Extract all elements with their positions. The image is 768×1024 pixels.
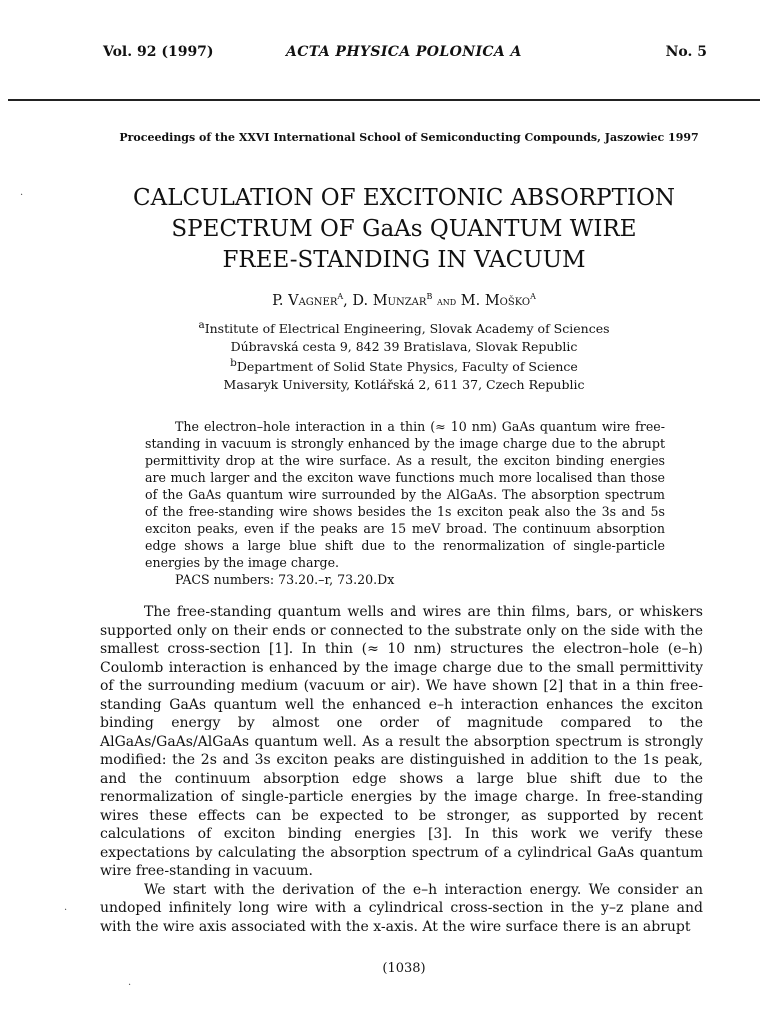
affiliation-text: Institute of Electrical Engineering, Slovak Academy of Sciences: [204, 321, 610, 337]
author-name: D. Munzar: [352, 292, 427, 309]
body-text: [100, 603, 703, 936]
affiliation-line: [0, 355, 768, 376]
body-paragraph: The free-standing quantum wells and wires are thin films, bars, or whiskers supported only on their ends or connected to the substrate only on the side with the smallest cross-section [1]. In thin (≈ 10 nm) structures the electron–hole (e–h) Coulomb interaction is enhanced by the image charge due to the small permittivity of the surrounding medium (vacuum or air). We have shown [2] that in a thin free-standing GaAs quantum well the enhanced e–h interaction enhances the exciton binding energy by almost one order of magnitude compared to the AlGaAs/GaAs/AlGaAs quantum well. As a result the absorption spectrum is strongly modified: the 2s and 3s exciton peaks are distinguished in addition to the 1s peak, and the continuum absorption edge shows a large blue shift due to the renormalization of single-particle energies by the image charge. In free-standing wires these effects can be expected to be stronger, as supported by recent calculations of exciton binding energies [3]. In this work we verify these expectations by calculating the absorption spectrum of a cylindrical GaAs quantum wire free-standing in vacuum.: [100, 604, 703, 879]
page-number: (1038): [382, 961, 426, 976]
author-list: P. Vagner$^a$, D. Munzar$^b$ and M. Moško$^a$: [272, 288, 536, 309]
header-rule: [8, 99, 760, 101]
author-superscript: b: [426, 288, 433, 302]
author-conjunction: and: [436, 293, 457, 308]
scan-speck: ·: [20, 190, 24, 201]
title-line: CALCULATION OF EXCITONIC ABSORPTION: [132, 185, 676, 211]
author-superscript: a: [337, 288, 344, 302]
affiliation-line: [0, 317, 768, 338]
affiliation-line: [0, 376, 768, 394]
author-superscript: a: [530, 288, 536, 302]
issue-label: No. 5: [665, 44, 707, 60]
affiliation-text: Dúbravská cesta 9, 842 39 Bratislava, Slovak Republic: [230, 338, 578, 354]
proceedings-line: Proceedings of the XXVI International School of Semiconducting Compounds, Jaszowiec 1997: [119, 131, 699, 144]
affiliation-text: Department of Solid State Physics, Faculty of Science: [236, 359, 578, 375]
journal-name: ACTA PHYSICA POLONICA A: [286, 44, 522, 60]
scan-speck: ·: [64, 905, 68, 916]
title-line: SPECTRUM OF GaAs QUANTUM WIRE: [171, 216, 637, 242]
volume-label: Vol. 92 (1997): [103, 44, 214, 60]
title-line: FREE-STANDING IN VACUUM: [222, 247, 586, 273]
paper-title: [0, 183, 768, 276]
abstract-text: The electron–hole interaction in a thin (≈ 10 nm) GaAs quantum wire free-standing in vacuum is strongly enhanced by the image charge due to the abrupt permittivity drop at the wire surface. As a result, the exciton binding energies are much larger and the exciton wave functions much more localised than those of the GaAs quantum wire surrounded by the AlGaAs. The absorption spectrum of the free-standing wire shows besides the 1s exciton peak also the 3s and 5s exciton peaks, even if the peaks are 15 meV broad. The continuum absorption edge shows a large blue shift due to the renormalization of single-particle energies by the image charge.: [145, 419, 665, 570]
affiliations: [0, 317, 768, 393]
author-name: P. Vagner: [272, 292, 338, 309]
affiliation-text: Masaryk University, Kotlářská 2, 611 37, Czech Republic: [223, 376, 585, 392]
body-paragraph: We start with the derivation of the e–h interaction energy. We consider an undoped infinitely long wire with a cylindrical cross-section in the y–z plane and with the wire axis associated with the x-axis. At the wire surface there is an abrupt: [100, 881, 703, 935]
affiliation-superscript: b: [230, 357, 237, 370]
pacs-numbers: PACS numbers: 73.20.–r, 73.20.Dx: [175, 572, 395, 587]
scan-speck: ·: [128, 980, 132, 991]
author-name: M. Moško: [460, 292, 531, 309]
abstract: [145, 418, 665, 588]
affiliation-superscript: a: [198, 319, 205, 331]
affiliation-line: [0, 338, 768, 356]
